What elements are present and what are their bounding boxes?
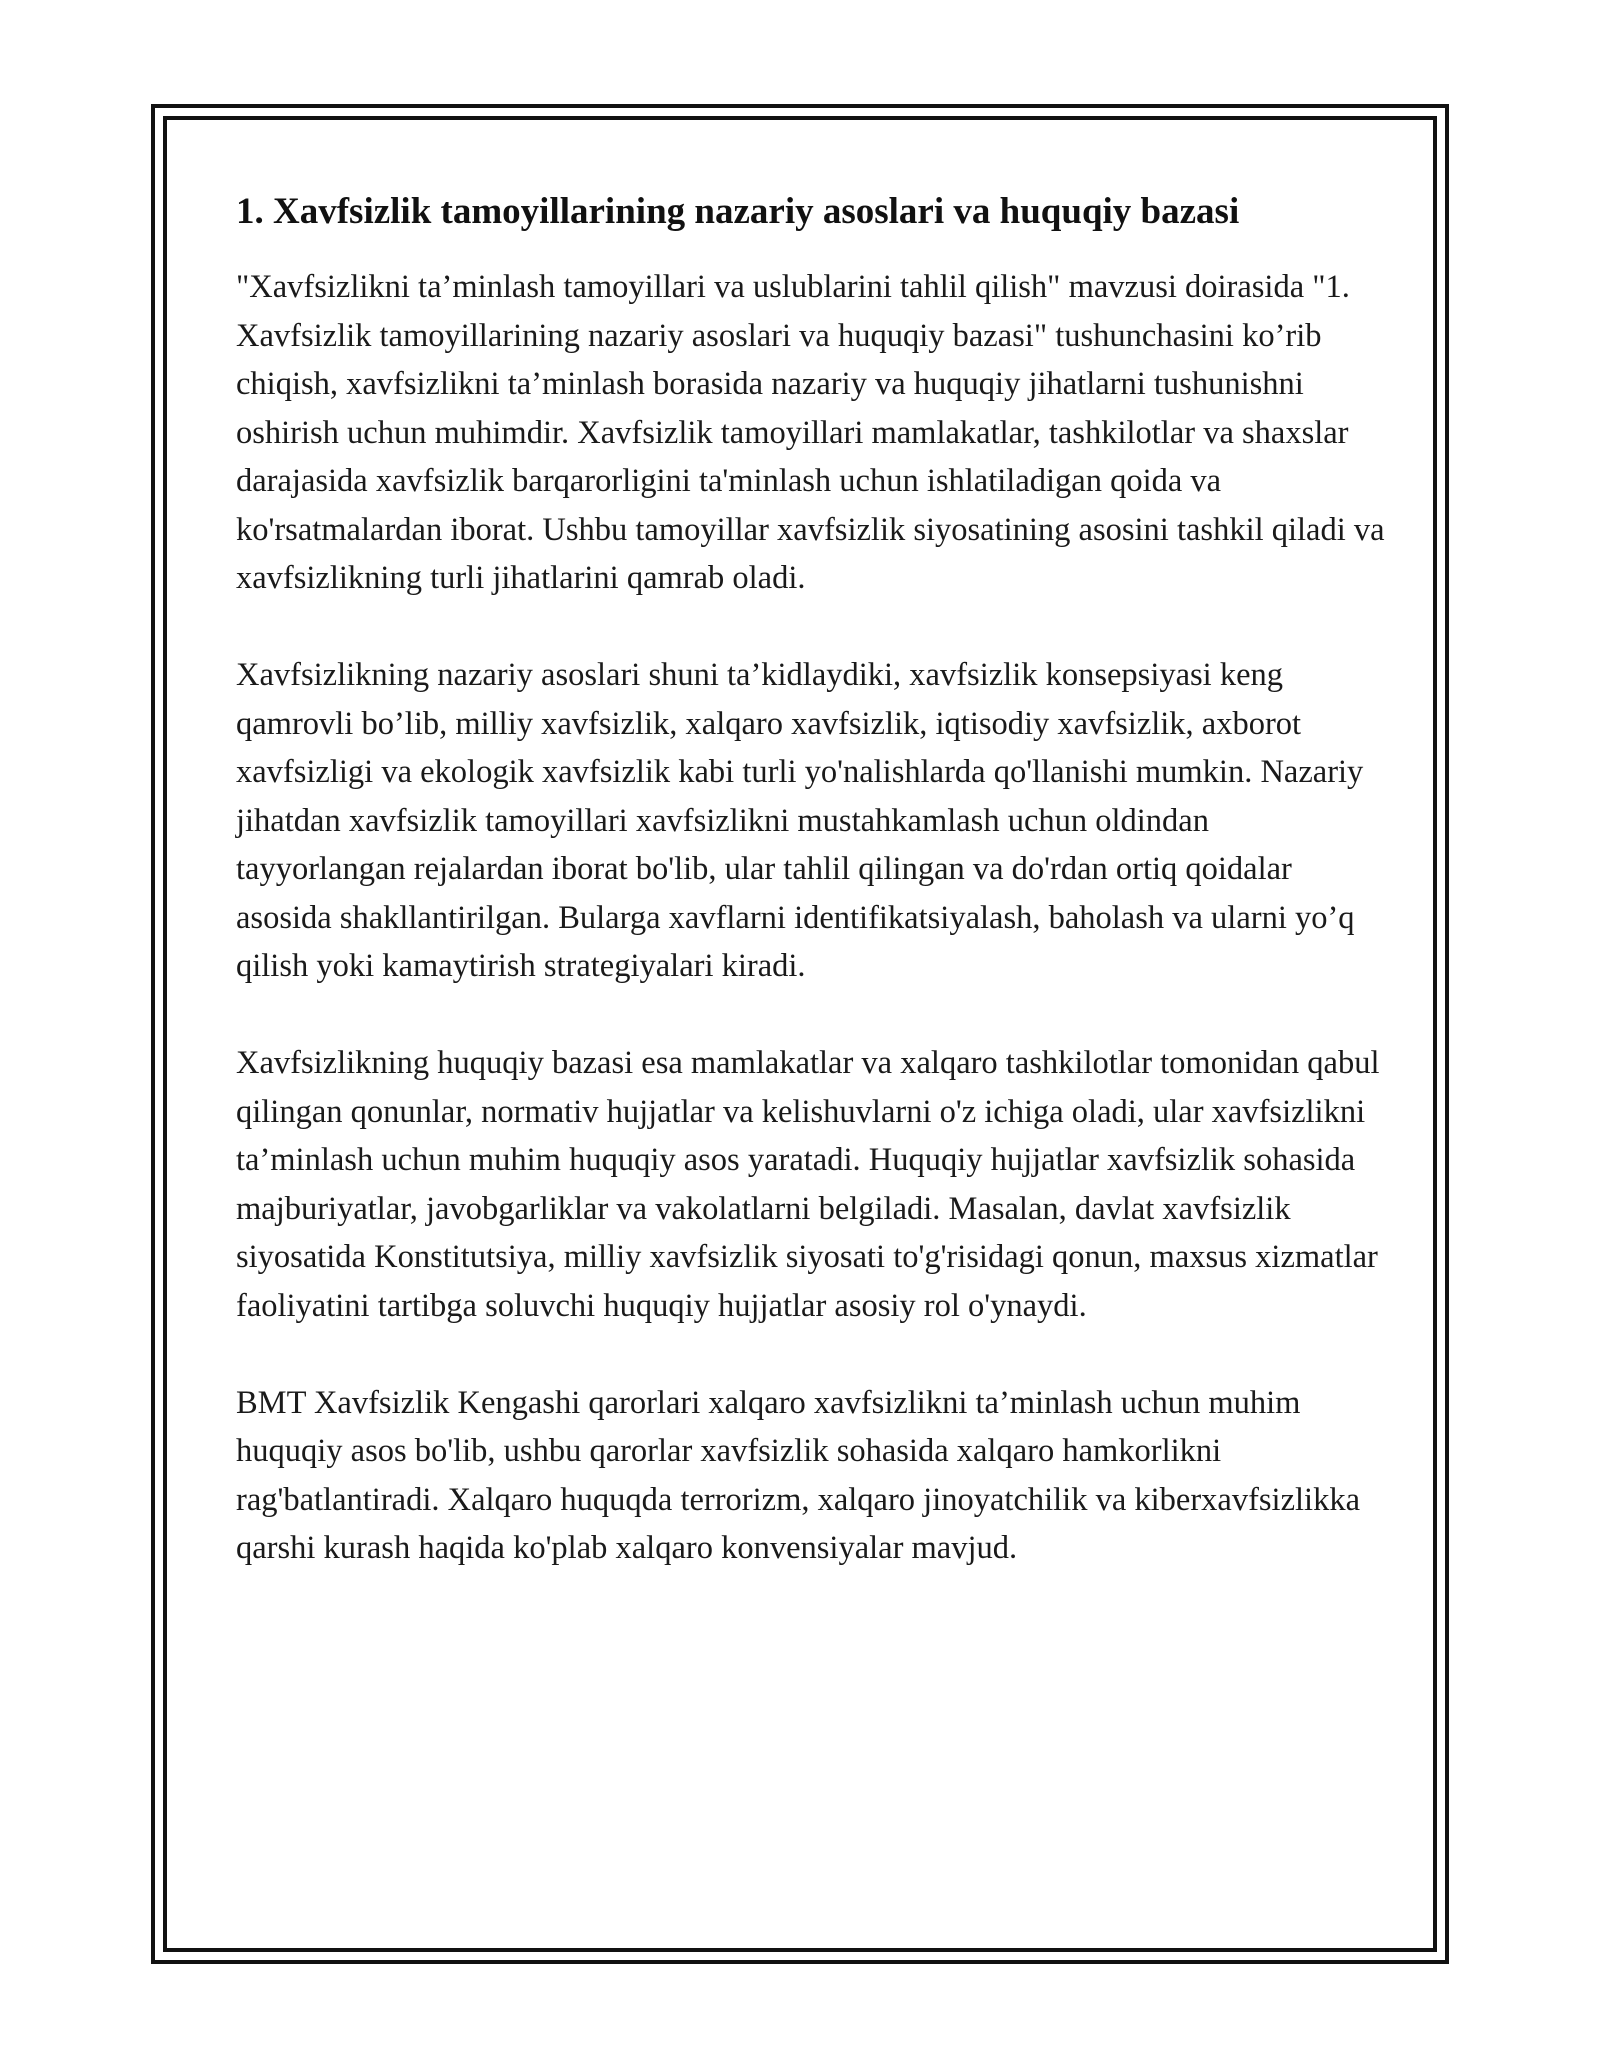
paragraph-3: Xavfsizlikning huquqiy bazasi esa mamlakatlar va xalqaro tashkilotlar tomonidan qabul qilingan qonunlar, normativ hujjatlar va kelishuvlarni o'z ichiga oladi, ular xavfsizlikni ta’minlash uchun muhim huquqiy asos yaratadi. Huquqiy hujjatlar xavfsizlik sohasida majburiyatlar, javobgarliklar va vakolatlarni belgiladi. Masalan, davlat xavfsizlik siyosatida Konstitutsiya, milliy xavfsizlik siyosati to'g'risidagi qonun, maxsus xizmatlar faoliyatini tartibga soluvchi huquqiy hujjatlar asosiy rol o'ynaydi. — [236, 1045, 1380, 1324]
paragraph-4: BMT Xavfsizlik Kengashi qarorlari xalqaro xavfsizlikni ta’minlash uchun muhim huquqiy asos bo'lib, ushbu qarorlar xavfsizlik sohasida xalqaro hamkorlikni rag'batlantiradi. Xalqaro huquqda terrorizm, xalqaro jinoyatchilik va kiberxavfsizlikka qarshi kurash haqida ko'plab xalqaro konvensiyalar mavjud. — [236, 1384, 1360, 1566]
section-heading: 1. Xavfsizlik tamoyillarining nazariy asoslari va huquqiy bazasi — [236, 191, 1240, 232]
paragraph-2: Xavfsizlikning nazariy asoslari shuni ta’kidlaydiki, xavfsizlik konsepsiyasi keng qamrovli bo’lib, milliy xavfsizlik, xalqaro xavfsizlik, iqtisodiy xavfsizlik, axborot xavfsizligi va ekologik xavfsizlik kabi turli yo'nalishlarda qo'llanishi mumkin. Nazariy jihatdan xavfsizlik tamoyillari xavfsizlikni mustahkamlash uchun oldindan tayyorlangan rejalardan iborat bo'lib, ular tahlil qilingan va do'rdan ortiq qoidalar asosida shakllantirilgan. Bularga xavflarni identifikatsiyalash, baholash va ularni yo’q qilish yoki kamaytirish strategiyalari kiradi. — [236, 657, 1364, 984]
document-body — [236, 185, 1386, 1621]
paragraph-1: "Xavfsizlikni ta’minlash tamoyillari va uslublarini tahlil qilish" mavzusi doirasida "1. Xavfsizlik tamoyillarining nazariy asoslari va huquqiy bazasi" tushunchasini ko’rib chiqish, xavfsizlikni ta’minlash borasida nazariy va huquqiy jihatlarni tushunishni oshirish uchun muhimdir. Xavfsizlik tamoyillari mamlakatlar, tashkilotlar va shaxslar darajasida xavfsizlik barqarorligini ta'minlash uchun ishlatiladigan qoida va ko'rsatmalardan iborat. Ushbu tamoyillar xavfsizlik siyosatining asosini tashkil qiladi va xavfsizlikning turli jihatlarini qamrab oladi. — [236, 269, 1385, 596]
